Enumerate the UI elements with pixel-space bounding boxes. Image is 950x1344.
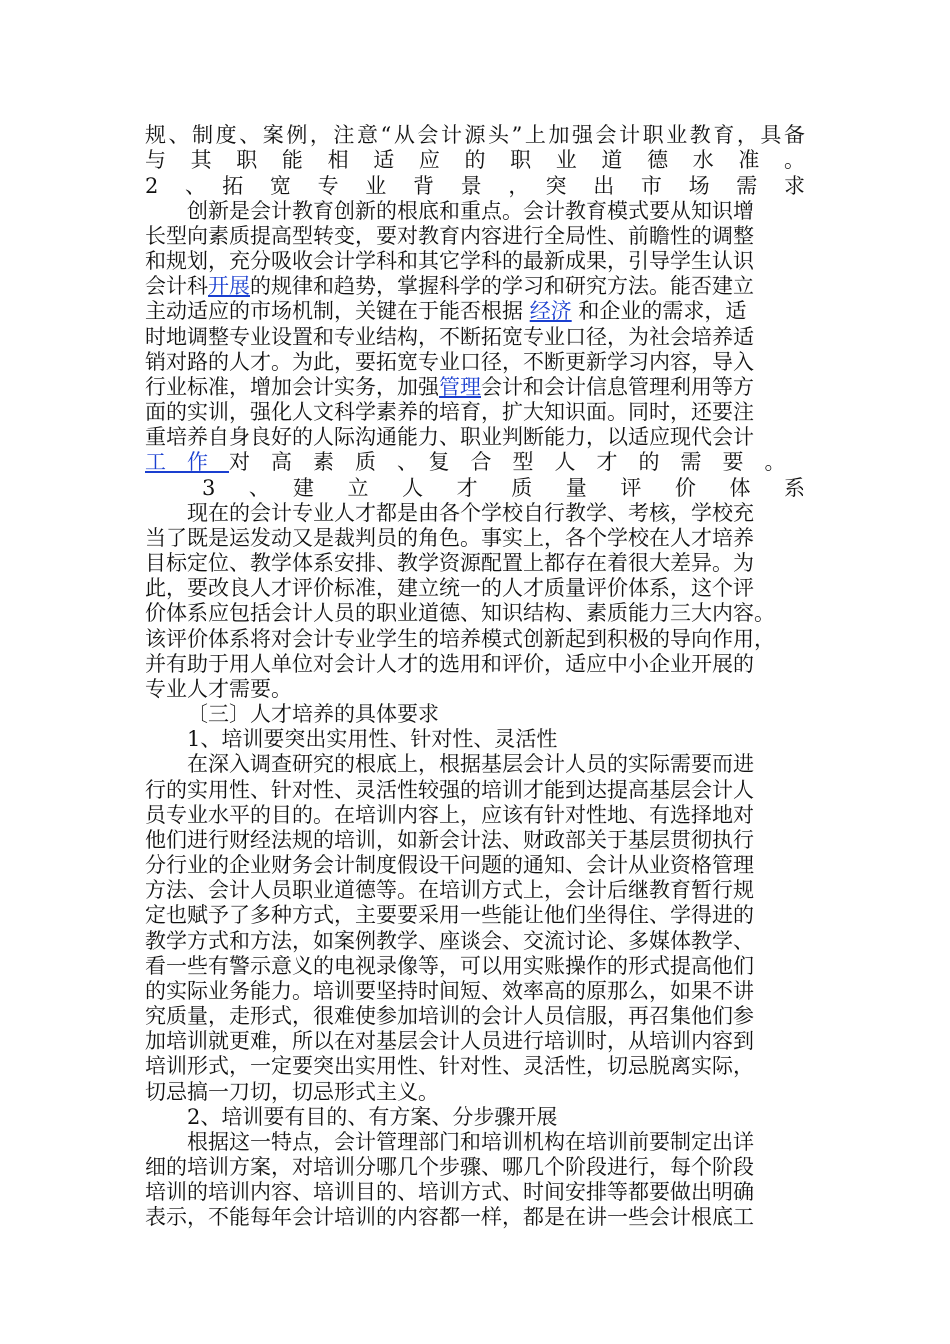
text-line: 主动适应的市场机制，关键在于能否根据 经济 和企业的需求，适 <box>145 299 747 323</box>
text-line: 方法、会计人员职业道德等。在培训方式上，会计后继教育暂行规 <box>145 878 754 902</box>
link-guanli[interactable]: 管理 <box>439 375 481 399</box>
text-line: 教学方式和方法，如案例教学、座谈会、交流讨论、多媒体教学、 <box>145 929 754 953</box>
text-line: 行业标准，增加会计实务，加强管理会计和会计信息管理利用等方 <box>145 375 754 399</box>
text-line: 加培训就更难，所以在对基层会计人员进行培训时，从培训内容到 <box>145 1029 754 1053</box>
subsection-heading: 2、培训要有目的、有方案、分步骤开展 <box>187 1105 558 1129</box>
text-line: 面的实训，强化人文科学素养的培育，扩大知识面。同时，还要注 <box>145 400 754 424</box>
text-line: 究质量，走形式，很难使参加培训的会计人员信服，再召集他们参 <box>145 1004 754 1028</box>
text-line: 规、制度、案例，注意“从会计源头”上加强会计职业教育，具备 <box>145 123 805 147</box>
text-line: 时地调整专业设置和专业结构，不断拓宽专业口径，为社会培养适 <box>145 325 754 349</box>
text-line: 根据这一特点，会计管理部门和培训机构在培训前要制定出详 <box>187 1130 754 1154</box>
text-line: 分行业的企业财务会计制度假设干问题的通知、会计从业资格管理 <box>145 853 754 877</box>
text-line: 目标定位、教学体系安排、教学资源配置上都存在着很大差异。为 <box>145 551 754 575</box>
text-line: 重培养自身良好的人际沟通能力、职业判断能力，以适应现代会计 <box>145 425 754 449</box>
section-heading: 3 、 建 立 人 才 质 量 评 价 体 系 <box>202 476 805 500</box>
text-line: 表示，不能每年会计培训的内容都一样，都是在讲一些会计根底工 <box>145 1205 754 1229</box>
text-line: 与 其 职 能 相 适 应 的 职 业 道 德 水 准 。 <box>145 148 805 172</box>
text-line: 切忌搞一刀切，切忌形式主义。 <box>145 1080 439 1104</box>
subsection-heading: 〔三〕人才培养的具体要求 <box>187 702 439 726</box>
link-jingji[interactable]: 经济 <box>529 299 572 323</box>
text-line: 现在的会计专业人才都是由各个学校自行教学、考核，学校充 <box>187 501 754 525</box>
link-gongzuo[interactable]: 工 作 <box>145 450 229 474</box>
text-line: 创新是会计教育创新的根底和重点。会计教育模式要从知识增 <box>187 199 754 223</box>
text-line: 价体系应包括会计人员的职业道德、知识结构、素质能力三大内容。 <box>145 601 775 625</box>
text-line: 培训的培训内容、培训目的、培训方式、时间安排等都要做出明确 <box>145 1180 754 1204</box>
section-heading: 2 、 拓 宽 专 业 背 景 ， 突 出 市 场 需 求 <box>145 174 805 198</box>
text-line: 当了既是运发动又是裁判员的角色。事实上，各个学校在人才培养 <box>145 526 754 550</box>
text-line: 的实际业务能力。培训要坚持时间短、效率高的原那么，如果不讲 <box>145 979 754 1003</box>
text-line: 此，要改良人才评价标准，建立统一的人才质量评价体系，这个评 <box>145 576 754 600</box>
text-line: 长型向素质提高型转变，要对教育内容进行全局性、前瞻性的调整 <box>145 224 754 248</box>
text-line: 细的培训方案，对培训分哪几个步骤、哪几个阶段进行，每个阶段 <box>145 1155 754 1179</box>
text-line: 和规划，充分吸收会计学科和其它学科的最新成果，引导学生认识 <box>145 249 754 273</box>
text-line: 行的实用性、针对性、灵活性较强的培训才能到达提高基层会计人 <box>145 778 754 802</box>
text-line: 他们进行财经法规的培训，如新会计法、财政部关于基层贯彻执行 <box>145 828 754 852</box>
text-line: 员专业水平的目的。在培训内容上，应该有针对性地、有选择地对 <box>145 803 754 827</box>
text-line: 专业人才需要。 <box>145 677 292 701</box>
link-kaizhan[interactable]: 开展 <box>208 274 250 298</box>
text-line: 该评价体系将对会计专业学生的培养模式创新起到积极的导向作用， <box>145 627 775 651</box>
text-line: 在深入调查研究的根底上，根据基层会计人员的实际需要而进 <box>187 752 754 776</box>
text-line: 销对路的人才。为此，要拓宽专业口径，不断更新学习内容，导入 <box>145 350 754 374</box>
text-line: 培训形式，一定要突出实用性、针对性、灵活性，切忌脱离实际， <box>145 1054 754 1078</box>
text-line: 会计科开展的规律和趋势，掌握科学的学习和研究方法。能否建立 <box>145 274 754 298</box>
text-line: 定也赋予了多种方式，主要要采用一些能让他们坐得住、学得进的 <box>145 903 754 927</box>
text-line: 并有助于用人单位对会计人才的选用和评价，适应中小企业开展的 <box>145 652 754 676</box>
subsection-heading: 1、培训要突出实用性、针对性、灵活性 <box>187 727 558 751</box>
text-line: 看一些有警示意义的电视录像等，可以用实账操作的形式提高他们 <box>145 954 754 978</box>
text-line: 工 作 对 高 素 质 、 复 合 型 人 才 的 需 要 。 <box>145 450 786 474</box>
